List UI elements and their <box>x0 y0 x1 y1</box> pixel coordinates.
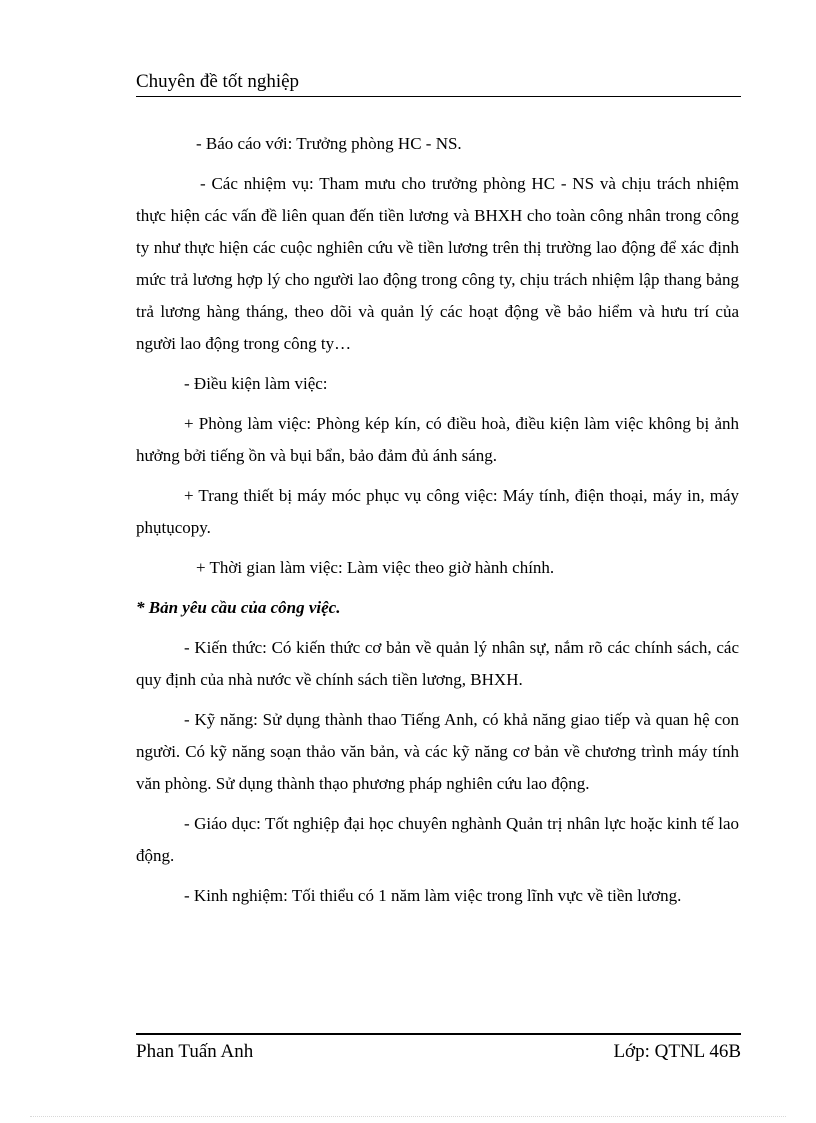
paragraph-workroom: + Phòng làm việc: Phòng kép kín, có điều hoà, điều kiện làm việc không bị ảnh hưởng bởi tiếng ồn và bụi bẩn, bảo đảm đủ ánh sáng. <box>136 414 739 465</box>
paragraph-equipment: + Trang thiết bị máy móc phục vụ công việc: Máy tính, điện thoại, máy in, máy phụtụcopy. <box>136 486 739 537</box>
requirement-education: - Giáo dục: Tốt nghiệp đại học chuyên nghành Quản trị nhân lực hoặc kinh tế lao động. <box>136 814 739 865</box>
section-heading: * Bản yêu cầu của công việc. <box>136 598 341 617</box>
requirement-knowledge: - Kiến thức: Có kiến thức cơ bản về quản lý nhân sự, nắm rõ các chính sách, các quy định của nhà nước về chính sách tiền lương, BHXH. <box>136 638 739 689</box>
requirement-experience: - Kinh nghiệm: Tối thiểu có 1 năm làm việc trong lĩnh vực về tiền lương. <box>184 886 682 905</box>
paragraph-working-conditions: - Điều kiện làm việc: <box>184 374 328 393</box>
page-header <box>136 68 741 97</box>
footer-rule <box>136 1033 741 1035</box>
paragraph-working-hours: + Thời gian làm việc: Làm việc theo giờ hành chính. <box>196 558 555 577</box>
page-footer <box>136 1038 741 1066</box>
requirement-skills: - Kỹ năng: Sử dụng thành thao Tiếng Anh, có khả năng giao tiếp và quan hệ con người. Có kỹ năng soạn thảo văn bản, và các kỹ năng cơ bản về chương trình máy tính văn phòng. Sử dụng thành thạo phương pháp nghiên cứu lao động. <box>136 710 739 793</box>
footer-class: Lớp: QTNL 46B <box>613 1041 741 1062</box>
page-bottom-dotted-line <box>30 1116 786 1117</box>
paragraph-duties: - Các nhiệm vụ: Tham mưu cho trưởng phòng HC - NS và chịu trách nhiệm thực hiện các vấn đề liên quan đến tiền lương và BHXH cho toàn công nhân trong công ty như thực hiện các cuộc nghiên cứu về tiền lương trên thị trường lao động để xác định mức trả lương hợp lý cho người lao động trong công ty, chịu trách nhiệm lập thang bảng trả lương hàng tháng, theo dõi và quản lý các hoạt động về bảo hiểm và hưu trí của người lao động trong công ty… <box>136 174 739 353</box>
footer-author: Phan Tuấn Anh <box>136 1041 254 1062</box>
header-title: Chuyên đề tốt nghiệp <box>136 71 300 92</box>
paragraph-report-to: - Báo cáo với: Trưởng phòng HC - NS. <box>196 134 462 153</box>
document-body <box>136 128 739 920</box>
